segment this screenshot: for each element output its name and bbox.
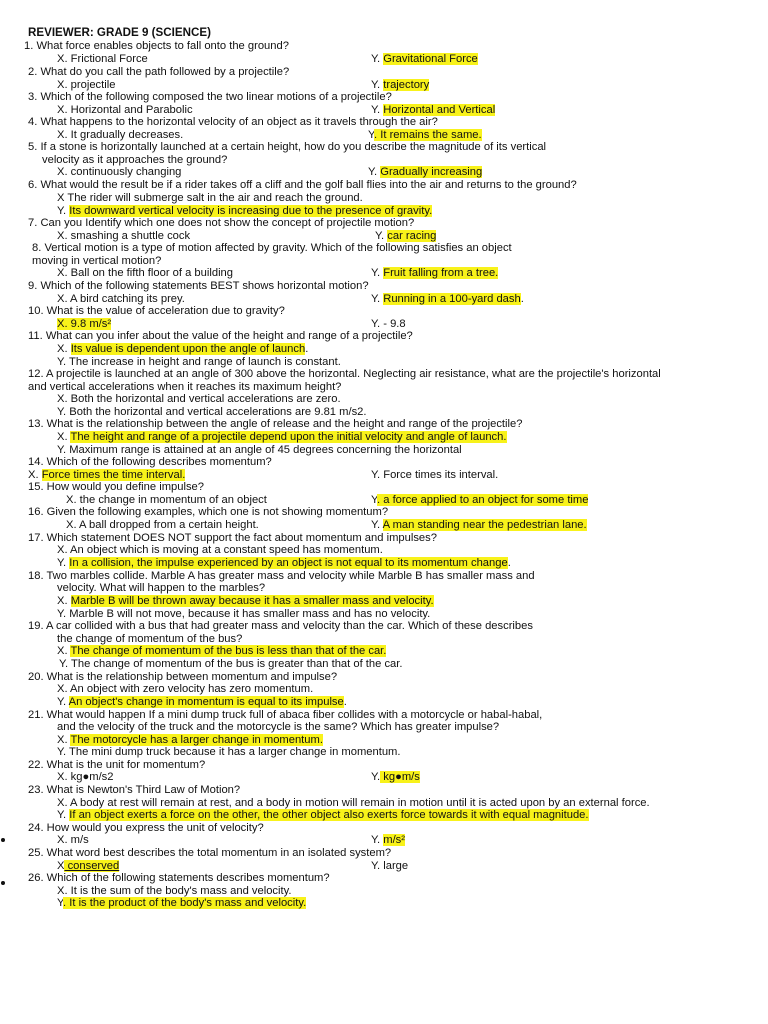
q11-option-y: Y. The increase in height and range of launch is constant. — [57, 356, 341, 368]
q22-option-y: Y. kg●m/s — [371, 771, 420, 783]
q19-option-y: Y. The change of momentum of the bus is greater than that of the car. — [59, 658, 403, 670]
question-5-cont: velocity as it approaches the ground? — [42, 154, 228, 166]
question-21-cont: and the velocity of the truck and the motorcycle is the same? Which has greater impulse? — [57, 721, 500, 733]
q7-option-x: X. smashing a shuttle cock — [57, 230, 191, 242]
answer-highlight: . It remains the same. — [374, 129, 482, 141]
question-12: 12. A projectile is launched at an angle of 300 above the horizontal. Neglecting air resistance, what are the projectile's horizontal — [28, 368, 661, 380]
q15-option-y: Y. a force applied to an object for some time — [371, 494, 589, 506]
q13-option-y: Y. Maximum range is attained at an angle of 45 degrees concerning the horizontal — [57, 444, 462, 456]
question-4: 4. What happens to the horizontal velocity of an object as it travels through the air? — [28, 116, 438, 128]
q9-option-x: X. A bird catching its prey. — [57, 293, 185, 305]
q2-option-x: X. projectile — [57, 79, 116, 91]
q13-option-x: X. The height and range of a projectile depend upon the initial velocity and angle of launch. — [57, 431, 507, 443]
answer-highlight: A man standing near the pedestrian lane. — [382, 519, 587, 531]
answer-highlight: Fruit falling from a tree. — [383, 267, 499, 279]
question-12-cont: and vertical accelerations when it reaches its maximum height? — [28, 381, 342, 393]
answer-highlight: An object's change in momentum is equal to its impulse — [68, 696, 344, 708]
q24-option-x: X. m/s — [57, 834, 89, 846]
question-8: 8. Vertical motion is a type of motion affected by gravity. Which of the following satisfies an object — [32, 242, 512, 254]
question-21: 21. What would happen If a mini dump truck full of abaca fiber collides with a motorcycle or habal-habal, — [28, 709, 543, 721]
q6-option-y: Y. Its downward vertical velocity is increasing due to the presence of gravity. — [57, 205, 433, 217]
bullet-mark — [1, 838, 5, 842]
q20-option-y: Y. An object's change in momentum is equal to its impulse. — [57, 696, 347, 708]
q9-option-y: Y. Running in a 100-yard dash. — [371, 293, 524, 305]
question-25: 25. What word best describes the total momentum in an isolated system? — [28, 847, 392, 859]
question-11: 11. What can you infer about the value of the height and range of a projectile? — [28, 330, 413, 342]
q20-option-x: X. An object with zero velocity has zero momentum. — [57, 683, 314, 695]
q21-option-y: Y. The mini dump truck because it has a larger change in momentum. — [57, 746, 401, 758]
answer-highlight: car racing — [387, 230, 437, 242]
answer-highlight: The change of momentum of the bus is less than that of the car. — [70, 645, 387, 657]
answer-highlight: X. 9.8 m/s² — [57, 318, 112, 330]
q14-option-x: X. Force times the time interval. — [28, 469, 186, 481]
q25-option-x: X conserved — [57, 860, 120, 872]
question-13: 13. What is the relationship between the angle of release and the height and range of the projectile? — [28, 418, 523, 430]
q19-option-x: X. The change of momentum of the bus is less than that of the car. — [57, 645, 387, 657]
page-title: REVIEWER: GRADE 9 (SCIENCE) — [28, 26, 211, 39]
q18-option-x: X. Marble B will be thrown away because it has a smaller mass and velocity. — [57, 595, 434, 607]
q26-option-y: Y. It is the product of the body's mass and velocity. — [57, 897, 307, 909]
question-2: 2. What do you call the path followed by a projectile? — [28, 66, 290, 78]
answer-highlight: Gradually increasing — [380, 166, 483, 178]
q17-option-x: X. An object which is moving at a constant speed has momentum. — [57, 544, 383, 556]
q16-option-x: X. A ball dropped from a certain height. — [66, 519, 259, 531]
question-26: 26. Which of the following statements describes momentum? — [28, 872, 330, 884]
question-1: 1. What force enables objects to fall onto the ground? — [24, 40, 289, 52]
question-23: 23. What is Newton's Third Law of Motion? — [28, 784, 241, 796]
answer-highlight: The height and range of a projectile depend upon the initial velocity and angle of launch. — [70, 431, 507, 443]
question-24: 24. How would you express the unit of velocity? — [28, 822, 264, 834]
q3-option-y: Y. Horizontal and Vertical — [371, 104, 496, 116]
q8-option-y: Y. Fruit falling from a tree. — [371, 267, 499, 279]
answer-highlight: m/s² — [383, 834, 405, 846]
answer-highlight: conserved — [64, 860, 120, 872]
question-3: 3. Which of the following composed the two linear motions of a projectile? — [28, 91, 392, 103]
question-15: 15. How would you define impulse? — [28, 481, 204, 493]
q5-option-y: Y. Gradually increasing — [368, 166, 483, 178]
question-20: 20. What is the relationship between momentum and impulse? — [28, 671, 338, 683]
answer-highlight: . a force applied to an object for some time — [377, 494, 589, 506]
q25-option-y: Y. large — [371, 860, 409, 872]
answer-highlight: Its downward vertical velocity is increasing due to the presence of gravity. — [69, 205, 433, 217]
q11-option-x: X. Its value is dependent upon the angle of launch. — [57, 343, 309, 355]
q10-option-x — [57, 318, 111, 331]
q10-option-y: Y. - 9.8 — [371, 318, 406, 330]
answer-highlight: Horizontal and Vertical — [383, 104, 496, 116]
question-8-cont: moving in vertical motion? — [32, 255, 162, 267]
question-5: 5. If a stone is horizontally launched at a certain height, how do you describe the magnitude of its vertical — [28, 141, 547, 153]
q17-option-y: Y. In a collision, the impulse experienced by an object is not equal to its momentum change. — [57, 557, 511, 569]
question-10: 10. What is the value of acceleration due to gravity? — [28, 305, 285, 317]
q24-option-y: Y. m/s² — [371, 834, 405, 846]
question-18: 18. Two marbles collide. Marble A has greater mass and velocity while Marble B has smaller mass and — [28, 570, 535, 582]
q15-option-x: X. the change in momentum of an object — [66, 494, 267, 506]
answer-highlight: The motorcycle has a larger change in momentum. — [70, 734, 323, 746]
question-16: 16. Given the following examples, which one is not showing momentum? — [28, 506, 389, 518]
question-7: 7. Can you Identify which one does not show the concept of projectile motion? — [28, 217, 415, 229]
answer-highlight: kg●m/s — [380, 771, 420, 783]
q21-option-x: X. The motorcycle has a larger change in momentum. — [57, 734, 323, 746]
q18-option-y: Y. Marble B will not move, because it has smaller mass and has no velocity. — [57, 608, 431, 620]
q4-option-y: Y. It remains the same. — [368, 129, 482, 141]
q14-option-y: Y. Force times its interval. — [371, 469, 499, 481]
q22-option-x: X. kg●m/s2 — [57, 771, 114, 783]
q1-option-y: Y. Gravitational Force — [371, 53, 478, 65]
q2-option-y: Y. trajectory — [371, 79, 430, 91]
question-19-cont: the change of momentum of the bus? — [57, 633, 243, 645]
question-22: 22. What is the unit for momentum? — [28, 759, 206, 771]
q3-option-x: X. Horizontal and Parabolic — [57, 104, 193, 116]
q12-option-y: Y. Both the horizontal and vertical accelerations are 9.81 m/s2. — [57, 406, 367, 418]
q1-option-x: X. Frictional Force — [57, 53, 148, 65]
question-17: 17. Which statement DOES NOT support the fact about momentum and impulses? — [28, 532, 437, 544]
q4-option-x: X. It gradually decreases. — [57, 129, 184, 141]
question-14: 14. Which of the following describes momentum? — [28, 456, 272, 468]
bullet-mark — [1, 881, 5, 885]
question-6: 6. What would the result be if a rider takes off a cliff and the golf ball flies into the air and returns to the ground? — [28, 179, 577, 191]
answer-highlight: . It is the product of the body's mass and velocity. — [63, 897, 307, 909]
answer-highlight: In a collision, the impulse experienced by an object is not equal to its momentum change — [69, 557, 508, 569]
answer-highlight: Force times the time interval. — [41, 469, 186, 481]
answer-highlight: If an object exerts a force on the other, the other object also exerts force towards it with equal magnitude. — [69, 809, 589, 821]
question-18-cont: velocity. What will happen to the marbles? — [57, 582, 266, 594]
q26-option-x: X. It is the sum of the body's mass and velocity. — [57, 885, 292, 897]
q23-option-y: Y. If an object exerts a force on the other, the other object also exerts force towards it with equal magnitude. — [57, 809, 589, 821]
question-19: 19. A car collided with a bus that had greater mass and velocity than the car. Which of these describes — [28, 620, 533, 632]
q23-option-x: X. A body at rest will remain at rest, and a body in motion will remain in motion until it is acted upon by an external force. — [57, 797, 650, 809]
answer-highlight: Marble B will be thrown away because it has a smaller mass and velocity. — [70, 595, 434, 607]
answer-highlight: trajectory — [383, 79, 430, 91]
q12-option-x: X. Both the horizontal and vertical accelerations are zero. — [57, 393, 341, 405]
q6-option-x: X The rider will submerge salt in the air and reach the ground. — [57, 192, 363, 204]
question-9: 9. Which of the following statements BEST shows horizontal motion? — [28, 280, 369, 292]
q8-option-x: X. Ball on the fifth floor of a building — [57, 267, 234, 279]
answer-highlight: Running in a 100-yard dash — [383, 293, 521, 305]
q7-option-y: Y. car racing — [375, 230, 437, 242]
q16-option-y: Y. A man standing near the pedestrian lane. — [371, 519, 587, 531]
answer-highlight: Its value is dependent upon the angle of launch — [70, 343, 306, 355]
answer-highlight: Gravitational Force — [383, 53, 478, 65]
q5-option-x: X. continuously changing — [57, 166, 182, 178]
